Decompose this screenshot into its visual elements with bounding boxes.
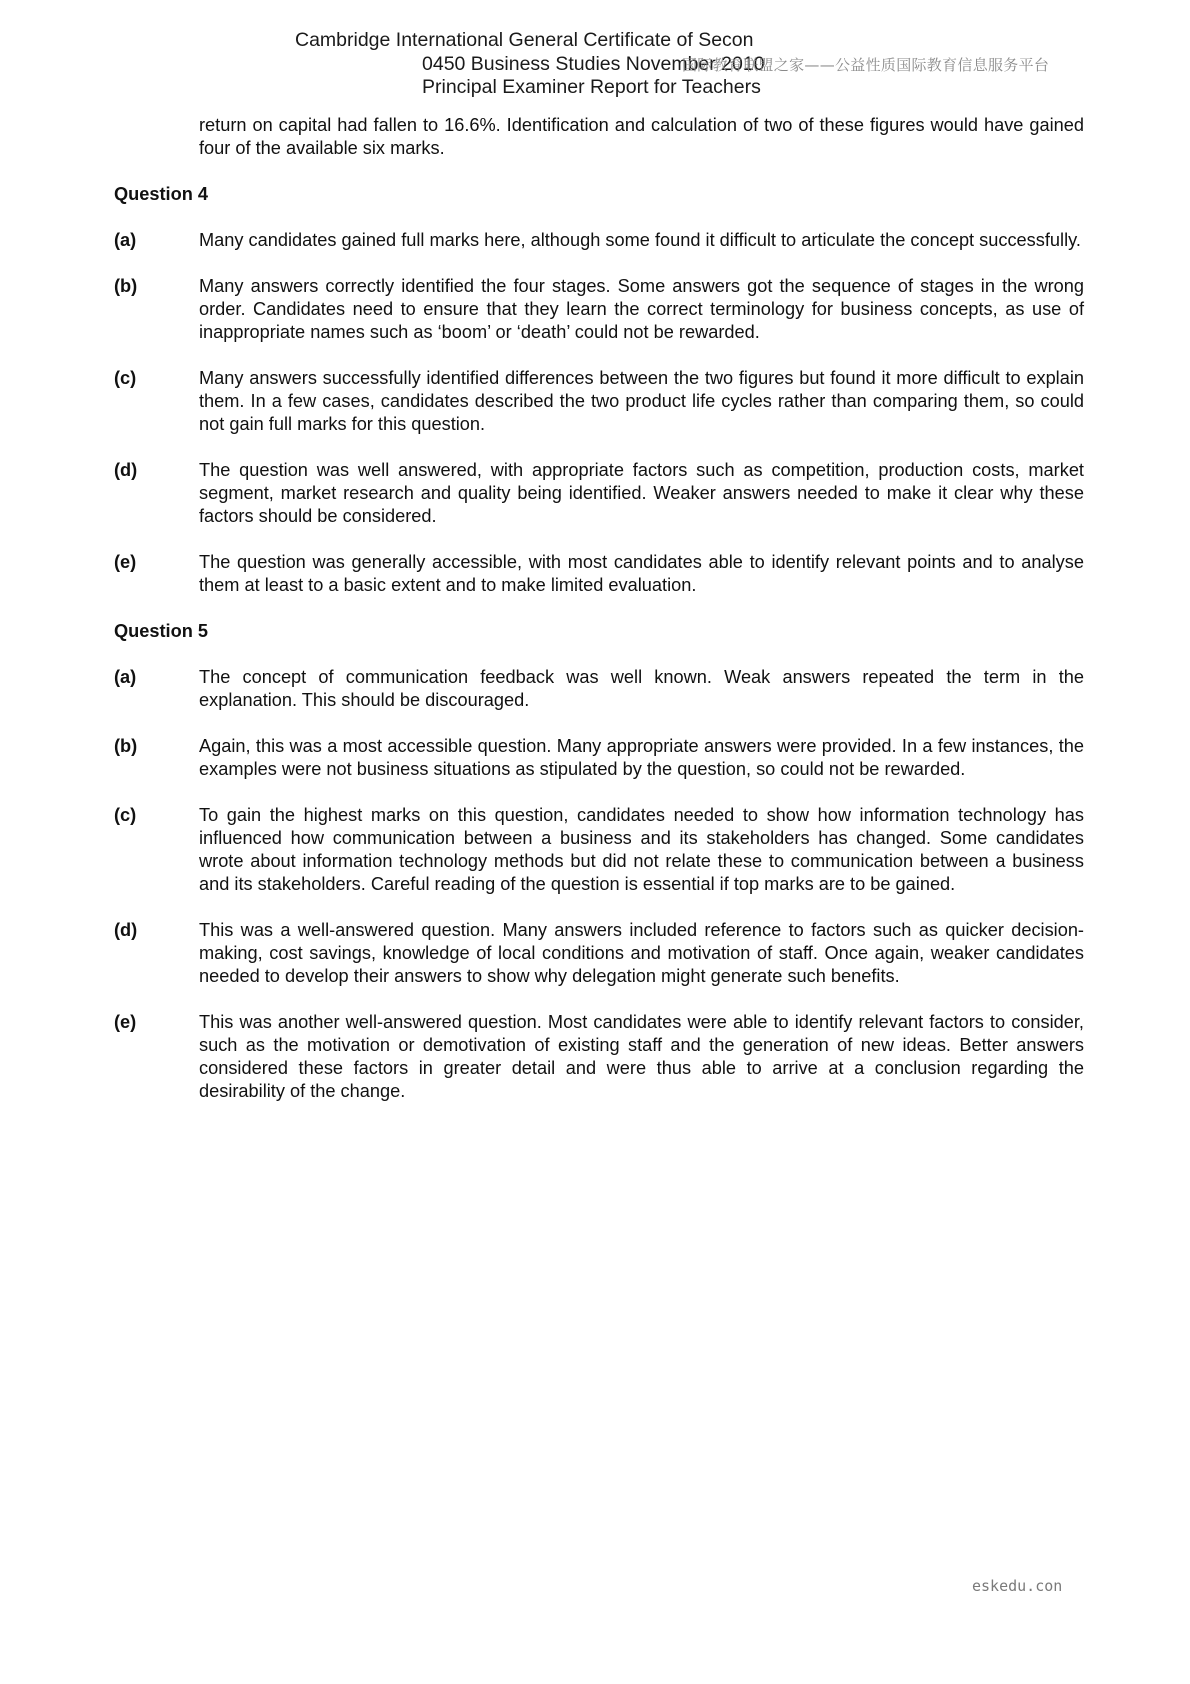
item-label: (d) [114,920,138,940]
question-item [114,229,1084,252]
item-label: (d) [114,460,138,480]
report-body [114,114,1084,1126]
question-5-section [114,620,1084,1103]
item-text: Again, this was a most accessible question. Many appropriate answers were provided. In a few instances, the examples were not business situations as stipulated by the question, so could not be rewarded. [199,736,1084,779]
question-item [114,735,1084,781]
question-heading: Question 4 [114,184,208,204]
item-label: (e) [114,552,137,572]
item-label: (c) [114,368,137,388]
question-item [114,919,1084,988]
watermark-text: 国际教育联盟之家——公益性质国际教育信息服务平台 [682,56,1050,74]
item-text: The concept of communication feedback was well known. Weak answers repeated the term in the explanation. This should be discouraged. [199,667,1084,710]
footer-watermark: eskedu.con [972,1577,1063,1595]
question-item [114,1011,1084,1103]
question-item [114,666,1084,712]
item-text: This was a well-answered question. Many answers included reference to factors such as quicker decision-making, cost savings, knowledge of local conditions and motivation of staff. Once again, weaker candidates needed to develop their answers to show why delegation might generate such benefits. [199,920,1084,986]
header-title: Cambridge International General Certificate of Secon [295,29,754,51]
question-item [114,275,1084,344]
question-item [114,551,1084,597]
item-text: Many answers correctly identified the four stages. Some answers got the sequence of stages in the wrong order. Candidates need to ensure that they learn the correct terminology for business concepts, as use of inappropriate names such as ‘boom’ or ‘death’ could not be rewarded. [199,276,1084,342]
item-label: (e) [114,1012,137,1032]
item-label: (b) [114,276,138,296]
intro-paragraph: return on capital had fallen to 16.6%. Identification and calculation of two of these figures would have gained four of the available six marks. [199,115,1084,158]
item-text: The question was well answered, with appropriate factors such as competition, production costs, market segment, market research and quality being identified. Weaker answers needed to make it clear why these factors should be considered. [199,460,1084,526]
item-text: To gain the highest marks on this question, candidates needed to show how information technology has influenced how communication between a business and its stakeholders has changed. Some candidates wrote about information technology methods but did not relate these to communication between a business and its stakeholders. Careful reading of the question is essential if top marks are to be gained. [199,805,1084,894]
question-heading: Question 5 [114,621,208,641]
header-subject: 0450 Business Studies November 2010 [422,53,765,75]
question-item [114,367,1084,436]
question-item [114,459,1084,528]
item-label: (a) [114,230,137,250]
question-4-section [114,183,1084,597]
item-label: (c) [114,805,137,825]
header-report-type: Principal Examiner Report for Teachers [422,76,761,98]
item-text: Many candidates gained full marks here, although some found it difficult to articulate the concept successfully. [199,230,1081,250]
item-label: (a) [114,667,137,687]
item-text: The question was generally accessible, with most candidates able to identify relevant points and to analyse them at least to a basic extent and to make limited evaluation. [199,552,1084,595]
item-text: This was another well-answered question. Most candidates were able to identify relevant factors to consider, such as the motivation or demotivation of existing staff and the generation of new ideas. Better answers considered these factors in greater detail and were thus able to arrive at a conclusion regarding the desirability of the change. [199,1012,1084,1101]
question-item [114,804,1084,896]
item-label: (b) [114,736,138,756]
item-text: Many answers successfully identified differences between the two figures but found it more difficult to explain them. In a few cases, candidates described the two product life cycles rather than comparing them, so could not gain full marks for this question. [199,368,1084,434]
